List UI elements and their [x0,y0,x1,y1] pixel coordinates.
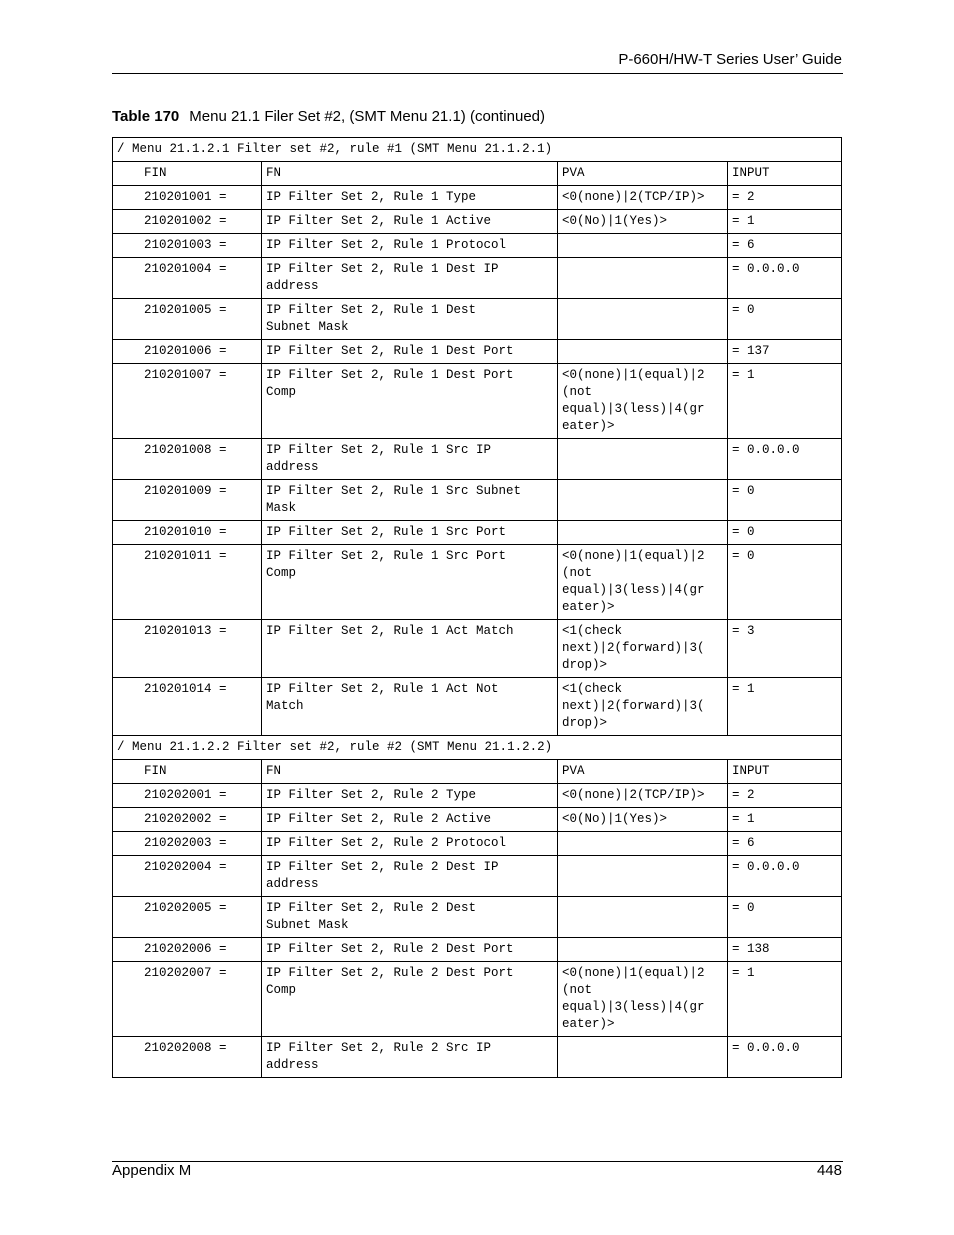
table-caption-label: Table 170 [112,108,180,125]
section-title-row [113,138,842,162]
cell-pva: <0(No)|1(Yes)> [558,210,728,234]
cell-fn: IP Filter Set 2, Rule 2 Dest Port [262,938,558,962]
cell-fn: IP Filter Set 2, Rule 2 Dest Subnet Mask [262,897,558,938]
cell-fin: 210201005 = [113,299,262,340]
cell-pva: <0(none)|2(TCP/IP)> [558,186,728,210]
cell-fin: 210202007 = [113,962,262,1037]
table-row [113,678,842,736]
cell-input: = 1 [728,678,842,736]
cell-fn: IP Filter Set 2, Rule 1 Protocol [262,234,558,258]
section-title: / Menu 21.1.2.2 Filter set #2, rule #2 (SMT Menu 21.1.2.2) [113,736,842,760]
table-row [113,340,842,364]
table-row [113,832,842,856]
cell-pva: <1(check next)|2(forward)|3( drop)> [558,620,728,678]
cell-pva [558,856,728,897]
cell-fin: 210201014 = [113,678,262,736]
cell-fin: 210201003 = [113,234,262,258]
cell-fin: 210201011 = [113,545,262,620]
cell-pva [558,521,728,545]
cell-input: = 0.0.0.0 [728,1037,842,1078]
cell-fin: 210202003 = [113,832,262,856]
footer-page-number: 448 [816,1162,842,1179]
cell-input: = 137 [728,340,842,364]
cell-input: = 0.0.0.0 [728,439,842,480]
cell-input: = 0 [728,521,842,545]
cell-fin: 210202001 = [113,784,262,808]
cell-fn: IP Filter Set 2, Rule 1 Act Match [262,620,558,678]
cell-input: = 6 [728,234,842,258]
cell-fn: IP Filter Set 2, Rule 2 Dest Port Comp [262,962,558,1037]
column-header-pva: PVA [558,760,728,784]
cell-fin: 210202008 = [113,1037,262,1078]
table-row [113,897,842,938]
footer-section-name: Appendix M [112,1162,192,1179]
column-header-row [113,760,842,784]
column-header-input: INPUT [728,162,842,186]
cell-pva [558,258,728,299]
table-row [113,856,842,897]
cell-fin: 210202004 = [113,856,262,897]
cell-pva [558,897,728,938]
cell-input: = 0 [728,545,842,620]
cell-input: = 1 [728,210,842,234]
cell-fin: 210202005 = [113,897,262,938]
cell-fin: 210201013 = [113,620,262,678]
table-caption-text: Menu 21.1 Filer Set #2, (SMT Menu 21.1) (continued) [189,108,545,125]
cell-input: = 1 [728,962,842,1037]
cell-input: = 0 [728,299,842,340]
cell-input: = 2 [728,784,842,808]
cell-fn: IP Filter Set 2, Rule 1 Dest Port [262,340,558,364]
table-row [113,1037,842,1078]
cell-input: = 0 [728,897,842,938]
cell-input: = 1 [728,808,842,832]
column-header-fin: FIN [113,760,262,784]
cell-input: = 0.0.0.0 [728,856,842,897]
table-row [113,299,842,340]
cell-fn: IP Filter Set 2, Rule 2 Protocol [262,832,558,856]
cell-pva [558,234,728,258]
page-header-title: P-660H/HW-T Series User’ Guide [618,51,842,68]
section-title-row [113,736,842,760]
cell-pva [558,1037,728,1078]
cell-pva [558,439,728,480]
column-header-fn: FN [262,760,558,784]
cell-fn: IP Filter Set 2, Rule 1 Act Not Match [262,678,558,736]
table-row [113,545,842,620]
table-row [113,784,842,808]
cell-pva [558,340,728,364]
cell-fn: IP Filter Set 2, Rule 1 Dest Port Comp [262,364,558,439]
table-row [113,234,842,258]
table-row [113,521,842,545]
table-row [113,480,842,521]
table-row [113,938,842,962]
cell-input: = 0 [728,480,842,521]
cell-fn: IP Filter Set 2, Rule 2 Type [262,784,558,808]
cell-fn: IP Filter Set 2, Rule 2 Dest IP address [262,856,558,897]
cell-fin: 210201001 = [113,186,262,210]
cell-input: = 138 [728,938,842,962]
cell-pva [558,480,728,521]
cell-pva: <0(none)|2(TCP/IP)> [558,784,728,808]
cell-pva [558,938,728,962]
cell-fn: IP Filter Set 2, Rule 2 Src IP address [262,1037,558,1078]
cell-pva: <0(none)|1(equal)|2 (not equal)|3(less)|4(gr eater)> [558,545,728,620]
cell-fn: IP Filter Set 2, Rule 1 Dest IP address [262,258,558,299]
cell-pva: <0(none)|1(equal)|2 (not equal)|3(less)|4(gr eater)> [558,364,728,439]
cell-input: = 6 [728,832,842,856]
table-row [113,962,842,1037]
cell-pva [558,299,728,340]
table-row [113,258,842,299]
column-header-row [113,162,842,186]
cell-pva: <0(No)|1(Yes)> [558,808,728,832]
table-row [113,186,842,210]
section-title: / Menu 21.1.2.1 Filter set #2, rule #1 (SMT Menu 21.1.2.1) [113,138,842,162]
cell-fn: IP Filter Set 2, Rule 1 Dest Subnet Mask [262,299,558,340]
cell-input: = 0.0.0.0 [728,258,842,299]
column-header-fin: FIN [113,162,262,186]
table-row [113,439,842,480]
filter-set-table [112,137,842,1078]
table-row [113,364,842,439]
cell-pva: <1(check next)|2(forward)|3( drop)> [558,678,728,736]
cell-fn: IP Filter Set 2, Rule 1 Src Subnet Mask [262,480,558,521]
cell-fin: 210201004 = [113,258,262,299]
cell-fn: IP Filter Set 2, Rule 2 Active [262,808,558,832]
cell-fin: 210201006 = [113,340,262,364]
cell-fin: 210202002 = [113,808,262,832]
column-header-input: INPUT [728,760,842,784]
cell-fn: IP Filter Set 2, Rule 1 Type [262,186,558,210]
cell-fn: IP Filter Set 2, Rule 1 Src Port Comp [262,545,558,620]
cell-fn: IP Filter Set 2, Rule 1 Src Port [262,521,558,545]
table-row [113,210,842,234]
cell-pva: <0(none)|1(equal)|2 (not equal)|3(less)|4(gr eater)> [558,962,728,1037]
cell-fin: 210201007 = [113,364,262,439]
cell-fn: IP Filter Set 2, Rule 1 Active [262,210,558,234]
column-header-pva: PVA [558,162,728,186]
cell-fin: 210201010 = [113,521,262,545]
cell-fin: 210202006 = [113,938,262,962]
cell-fin: 210201008 = [113,439,262,480]
column-header-fn: FN [262,162,558,186]
table-row [113,808,842,832]
cell-input: = 3 [728,620,842,678]
cell-input: = 1 [728,364,842,439]
table-caption [112,108,545,125]
cell-fn: IP Filter Set 2, Rule 1 Src IP address [262,439,558,480]
table-row [113,620,842,678]
footer-divider [112,1161,843,1162]
header-divider [112,73,843,74]
cell-input: = 2 [728,186,842,210]
cell-pva [558,832,728,856]
cell-fin: 210201009 = [113,480,262,521]
cell-fin: 210201002 = [113,210,262,234]
